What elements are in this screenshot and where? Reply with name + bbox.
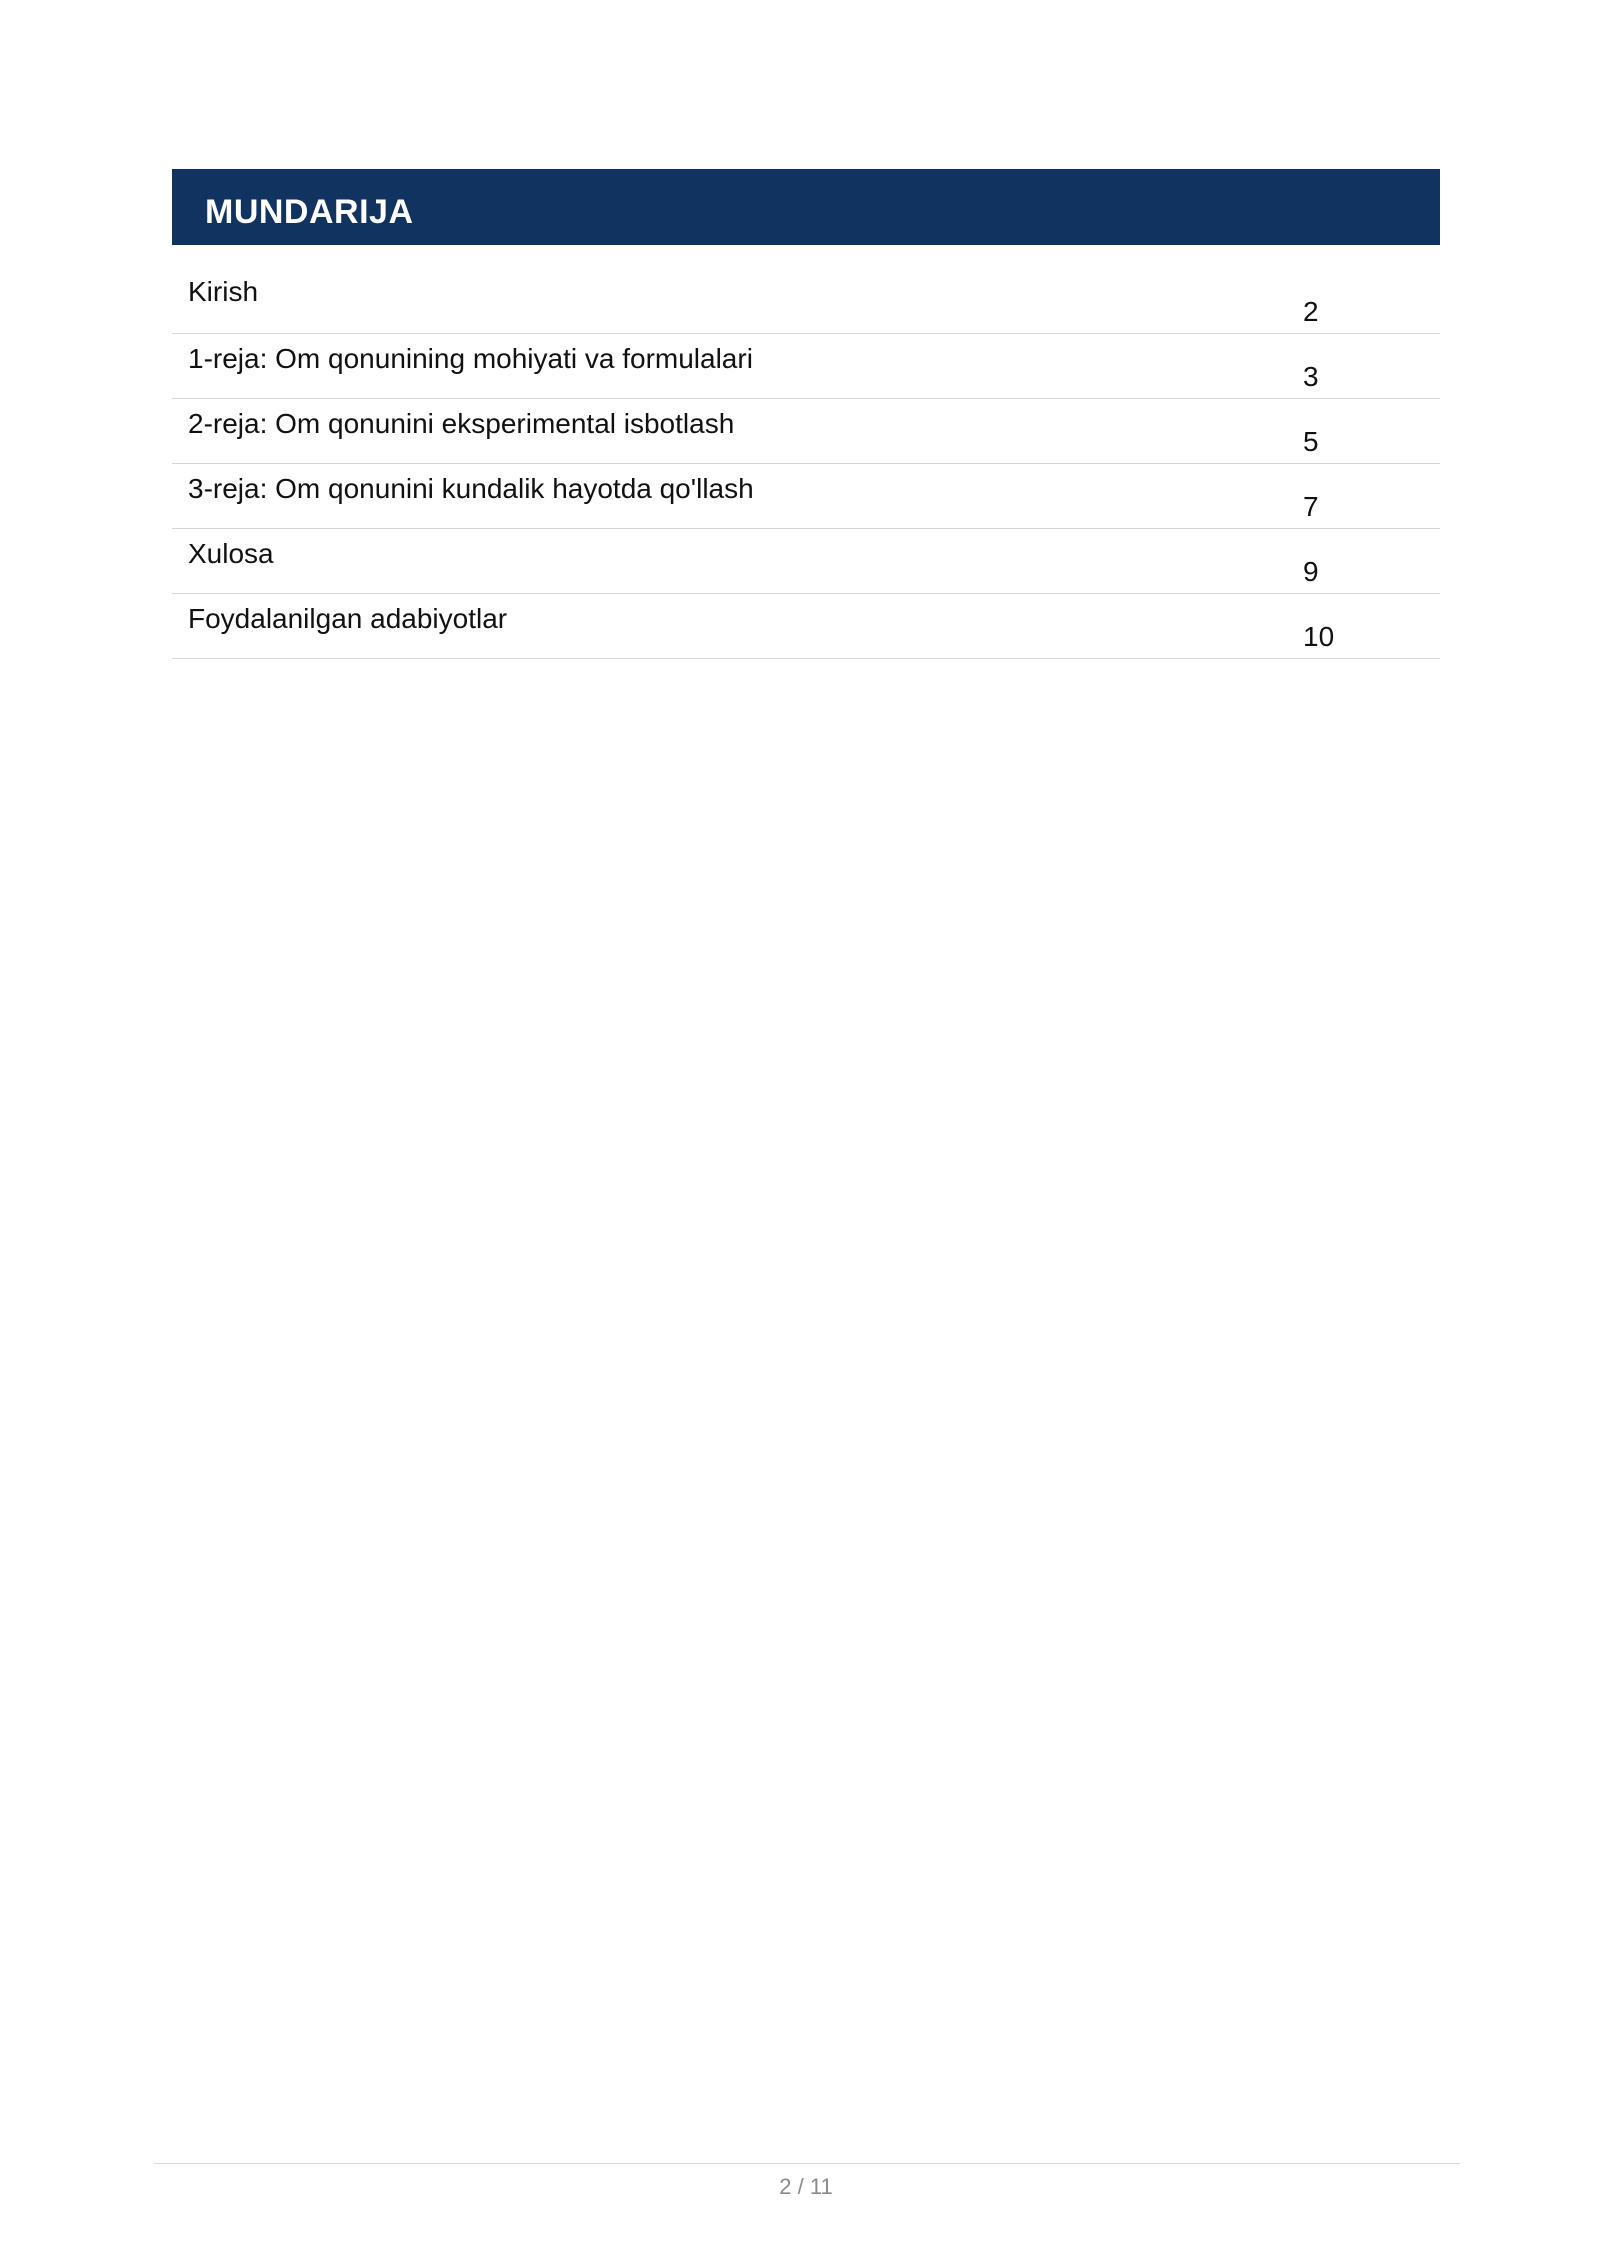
toc-entry-label: Foydalanilgan adabiyotlar bbox=[188, 603, 508, 634]
toc-entry[interactable] bbox=[172, 464, 1440, 529]
toc-entry[interactable] bbox=[172, 529, 1440, 594]
toc-title: MUNDARIJA bbox=[205, 192, 414, 231]
toc-entry-label: 1-reja: Om qonunining mohiyati va formulalari bbox=[188, 343, 753, 374]
toc-entry[interactable] bbox=[172, 245, 1440, 334]
footer-divider bbox=[154, 2163, 1460, 2164]
toc-entry[interactable] bbox=[172, 594, 1440, 659]
toc-header bbox=[172, 169, 1440, 245]
toc-entry-page: 7 bbox=[1303, 491, 1319, 523]
toc-entry-label: 2-reja: Om qonunini eksperimental isbotlash bbox=[188, 408, 735, 439]
toc-entry-page: 10 bbox=[1303, 621, 1335, 653]
toc-entry-page: 3 bbox=[1303, 361, 1319, 393]
toc-entry[interactable] bbox=[172, 399, 1440, 464]
toc-entry-label: 3-reja: Om qonunini kundalik hayotda qo'llash bbox=[188, 473, 754, 504]
table-of-contents bbox=[172, 169, 1440, 659]
toc-list bbox=[172, 245, 1440, 659]
toc-entry-page: 9 bbox=[1303, 556, 1319, 588]
toc-entry[interactable] bbox=[172, 334, 1440, 399]
toc-entry-label: Xulosa bbox=[188, 538, 274, 569]
toc-entry-page: 2 bbox=[1303, 296, 1319, 328]
toc-entry-label: Kirish bbox=[188, 276, 259, 307]
toc-entry-page: 5 bbox=[1303, 426, 1319, 458]
page-indicator: 2 / 11 bbox=[779, 2174, 833, 2199]
